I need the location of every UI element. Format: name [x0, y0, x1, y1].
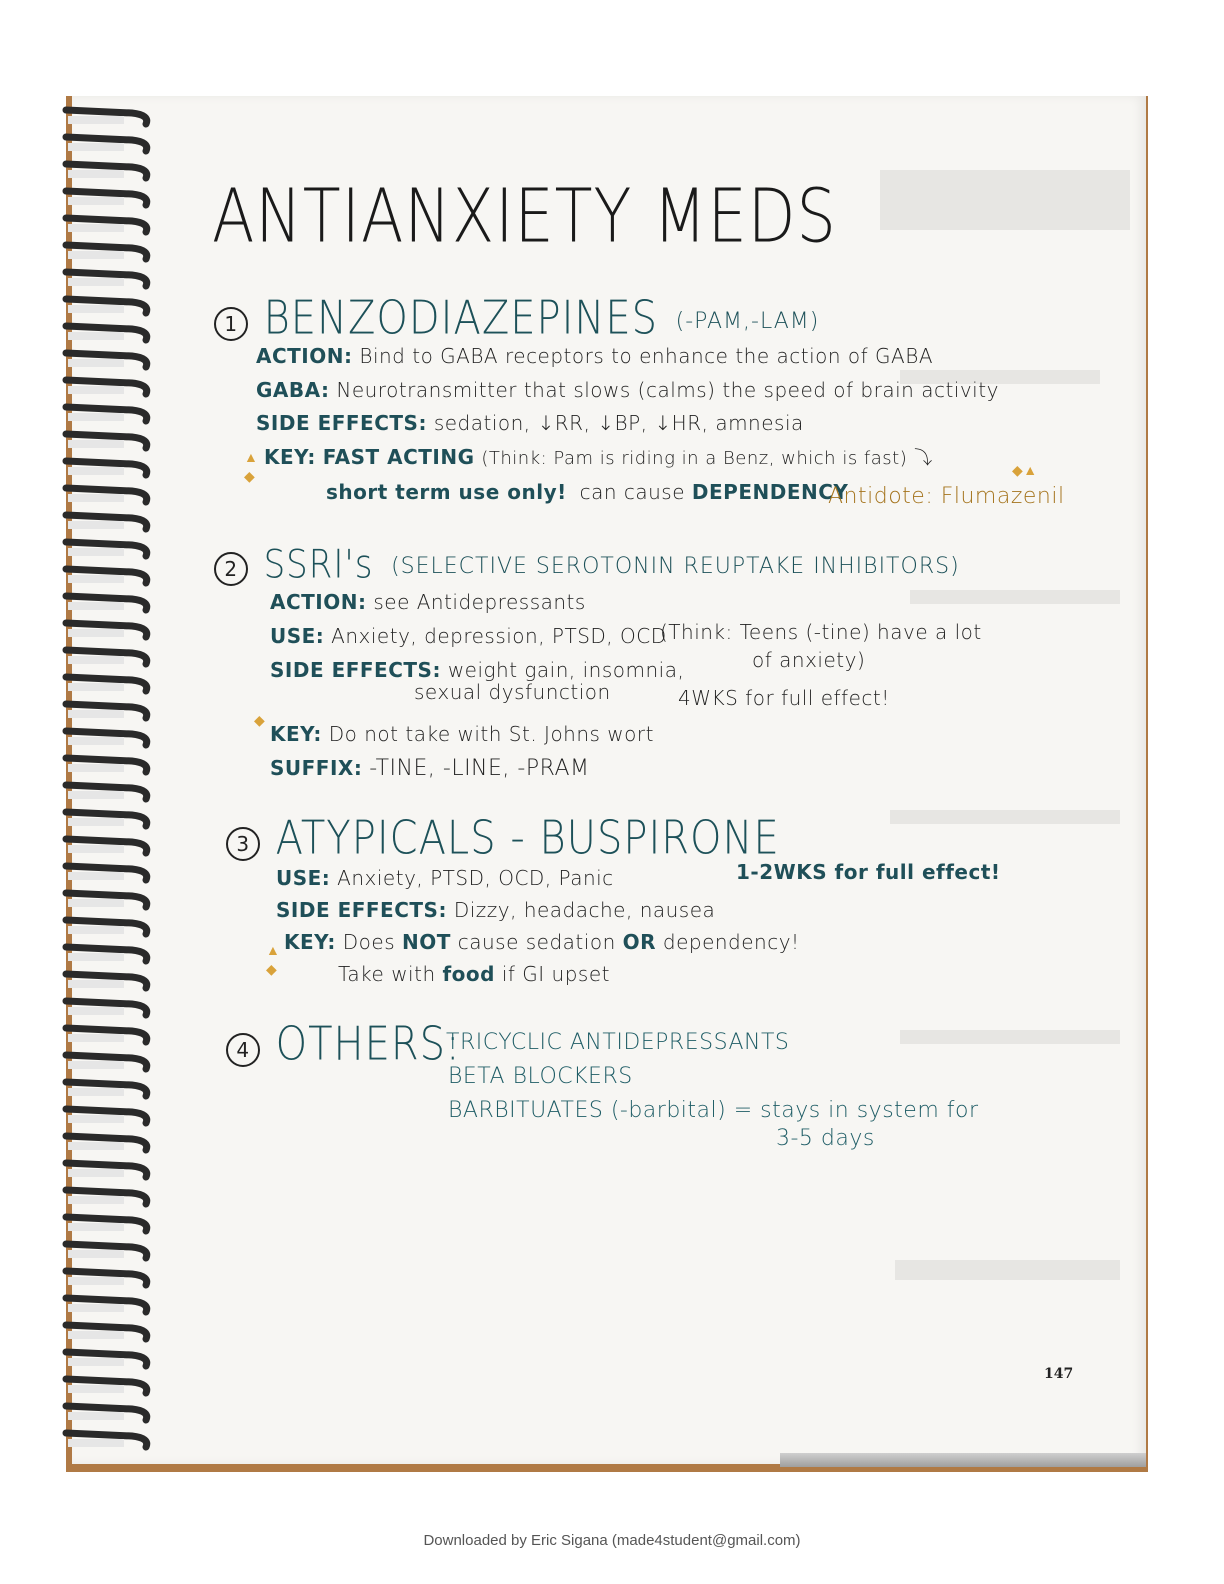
others-item: TRICYCLIC ANTIDEPRESSANTS — [446, 1030, 790, 1055]
binding-hole — [68, 845, 124, 853]
atypical-onset: 1-2WKS for full effect! — [736, 860, 1001, 884]
binding-hole — [68, 899, 124, 907]
binding-hole — [68, 224, 124, 232]
key-not: NOT — [402, 930, 451, 954]
binding-hole — [68, 1412, 124, 1420]
key-emphasis-2: short term use only! — [326, 480, 567, 504]
key-label: KEY: — [270, 722, 322, 746]
binding-hole — [68, 1385, 124, 1393]
gaba-label: GABA: — [256, 378, 330, 402]
binding-hole — [68, 656, 124, 664]
section-number: 3 — [226, 827, 260, 861]
binding-hole — [68, 926, 124, 934]
binding-hole — [68, 818, 124, 826]
benzo-action-line — [256, 344, 933, 368]
ssri-key-line — [270, 722, 654, 746]
key-text: (Think: Pam is riding in a Benz, which is fast) — [481, 448, 908, 469]
others-item: BETA BLOCKERS — [448, 1064, 633, 1089]
side-effects-text: sedation, ↓RR, ↓BP, ↓HR, amnesia — [433, 411, 804, 435]
binding-hole — [68, 791, 124, 799]
side-effects-label: SIDE EFFECTS: — [270, 658, 441, 682]
side-effects-text: Dizzy, headache, nausea — [453, 898, 716, 922]
binding-hole — [68, 737, 124, 745]
key-food: food — [442, 962, 495, 986]
binding-hole — [68, 386, 124, 394]
binding-hole — [68, 1439, 124, 1447]
section-number: 1 — [214, 307, 248, 341]
binding-hole — [68, 602, 124, 610]
ssri-think-note: (Think: Teens (-tine) have a lot — [660, 620, 982, 644]
spiral-binding-icon — [62, 100, 162, 1460]
suffix-label: SUFFIX: — [270, 756, 363, 780]
section-heading: BENZODIAZEPINES — [263, 292, 659, 345]
binding-hole — [68, 170, 124, 178]
atypical-key-line-2 — [338, 962, 610, 986]
ssri-think-note-2: of anxiety) — [752, 648, 866, 672]
section-atypicals — [226, 812, 780, 865]
use-text: Anxiety, PTSD, OCD, Panic — [337, 866, 614, 890]
binding-hole — [68, 1250, 124, 1258]
side-effects-label: SIDE EFFECTS: — [256, 411, 427, 435]
binding-hole — [68, 332, 124, 340]
atypical-key-line — [284, 930, 800, 954]
key-text-a: Take with — [338, 962, 436, 986]
binding-hole — [68, 872, 124, 880]
binding-hole — [68, 1061, 124, 1069]
key-text-a: Does — [342, 930, 396, 954]
bleed-through-texture — [880, 170, 1130, 1320]
binding-hole — [68, 305, 124, 313]
key-label: KEY: — [284, 930, 336, 954]
ssri-onset: 4WKS for full effect! — [678, 686, 890, 710]
binding-hole — [68, 1088, 124, 1096]
section-number: 4 — [226, 1033, 260, 1067]
benzo-key-line-2 — [326, 480, 848, 504]
binding-hole — [68, 1196, 124, 1204]
dependency-label: DEPENDENCY — [691, 480, 849, 504]
key-text-b: if GI upset — [501, 962, 610, 986]
benzo-gaba-line — [256, 378, 999, 402]
binding-hole — [68, 440, 124, 448]
binding-hole — [68, 143, 124, 151]
binding-hole — [68, 1007, 124, 1015]
binding-hole — [68, 548, 124, 556]
binding-hole — [68, 197, 124, 205]
ssri-use-line — [270, 624, 667, 648]
action-label: ACTION: — [256, 344, 353, 368]
key-label: KEY: — [264, 445, 316, 469]
page-number: 147 — [1044, 1366, 1074, 1382]
others-item: BARBITUATES (-barbital) = stays in system for — [448, 1098, 979, 1123]
download-footer: Downloaded by Eric Sigana (made4student@gmail.com) — [423, 1532, 801, 1549]
action-text: Bind to GABA receptors to enhance the action of GABA — [359, 344, 934, 368]
section-heading: SSRI's — [263, 542, 374, 588]
side-effects-label: SIDE EFFECTS: — [276, 898, 447, 922]
gaba-text: Neurotransmitter that slows (calms) the speed of brain activity — [336, 378, 999, 402]
antidote-marker-icon: ◆▲ — [1012, 463, 1038, 479]
key-text-b: cause sedation — [457, 930, 616, 954]
binding-hole — [68, 251, 124, 259]
page-title: ANTIANXIETY MEDS — [212, 172, 837, 260]
binding-hole — [68, 1277, 124, 1285]
binding-hole — [68, 1331, 124, 1339]
binding-hole — [68, 1034, 124, 1042]
section-heading: OTHERS: — [275, 1018, 461, 1071]
binding-hole — [68, 1142, 124, 1150]
key-or: OR — [622, 930, 657, 954]
section-heading-note: (SELECTIVE SEROTONIN REUPTAKE INHIBITORS) — [391, 554, 960, 579]
binding-hole — [68, 1304, 124, 1312]
ssri-side-effects-line-2: sexual dysfunction — [414, 680, 611, 704]
section-ssris — [214, 542, 960, 586]
binding-hole — [68, 710, 124, 718]
binding-hole — [68, 1115, 124, 1123]
benzo-side-effects-line — [256, 411, 804, 435]
atypical-use-line — [276, 866, 614, 890]
ssri-suffix-line — [270, 756, 590, 781]
section-benzodiazepines — [214, 292, 820, 345]
antidote-text: Antidote: Flumazenil — [828, 484, 1065, 509]
binding-hole — [68, 980, 124, 988]
curved-arrow-icon: ⤵ — [914, 448, 933, 469]
key-text: Do not take with St. Johns wort — [328, 722, 654, 746]
key-marker-icon: ◆ — [254, 713, 266, 729]
use-label: USE: — [276, 866, 331, 890]
use-text: Anxiety, depression, PTSD, OCD — [331, 624, 667, 648]
binding-hole — [68, 1223, 124, 1231]
action-label: ACTION: — [270, 590, 367, 614]
suffix-text: -TINE, -LINE, -PRAM — [369, 756, 590, 781]
key-marker-icon: ▲ ◆ — [244, 450, 259, 485]
binding-hole — [68, 467, 124, 475]
use-label: USE: — [270, 624, 325, 648]
binding-hole — [68, 521, 124, 529]
binding-hole — [68, 764, 124, 772]
binding-hole — [68, 278, 124, 286]
others-barbituates-note: 3-5 days — [776, 1126, 875, 1151]
section-others — [226, 1018, 461, 1071]
section-number: 2 — [214, 552, 248, 586]
key-text-2: can cause — [579, 480, 686, 504]
key-emphasis: FAST ACTING — [322, 445, 475, 469]
binding-hole — [68, 1169, 124, 1177]
binding-hole — [68, 413, 124, 421]
section-heading-note: (-PAM,-LAM) — [675, 309, 820, 334]
atypical-side-effects-line — [276, 898, 715, 922]
key-marker-icon: ▲ ◆ — [266, 943, 281, 978]
binding-hole — [68, 359, 124, 367]
action-text: see Antidepressants — [373, 590, 586, 614]
ssri-side-effects-line — [270, 658, 684, 682]
binding-hole — [68, 683, 124, 691]
ssri-action-line — [270, 590, 586, 614]
page-edge-shadow — [780, 1453, 1146, 1467]
section-heading: ATYPICALS - BUSPIRONE — [275, 812, 780, 865]
key-text-c: dependency! — [662, 930, 800, 954]
side-effects-text: weight gain, insomnia, — [447, 658, 685, 682]
binding-hole — [68, 1358, 124, 1366]
benzo-key-line — [264, 444, 933, 470]
binding-hole — [68, 575, 124, 583]
binding-hole — [68, 494, 124, 502]
binding-hole — [68, 116, 124, 124]
binding-hole — [68, 629, 124, 637]
binding-hole — [68, 953, 124, 961]
